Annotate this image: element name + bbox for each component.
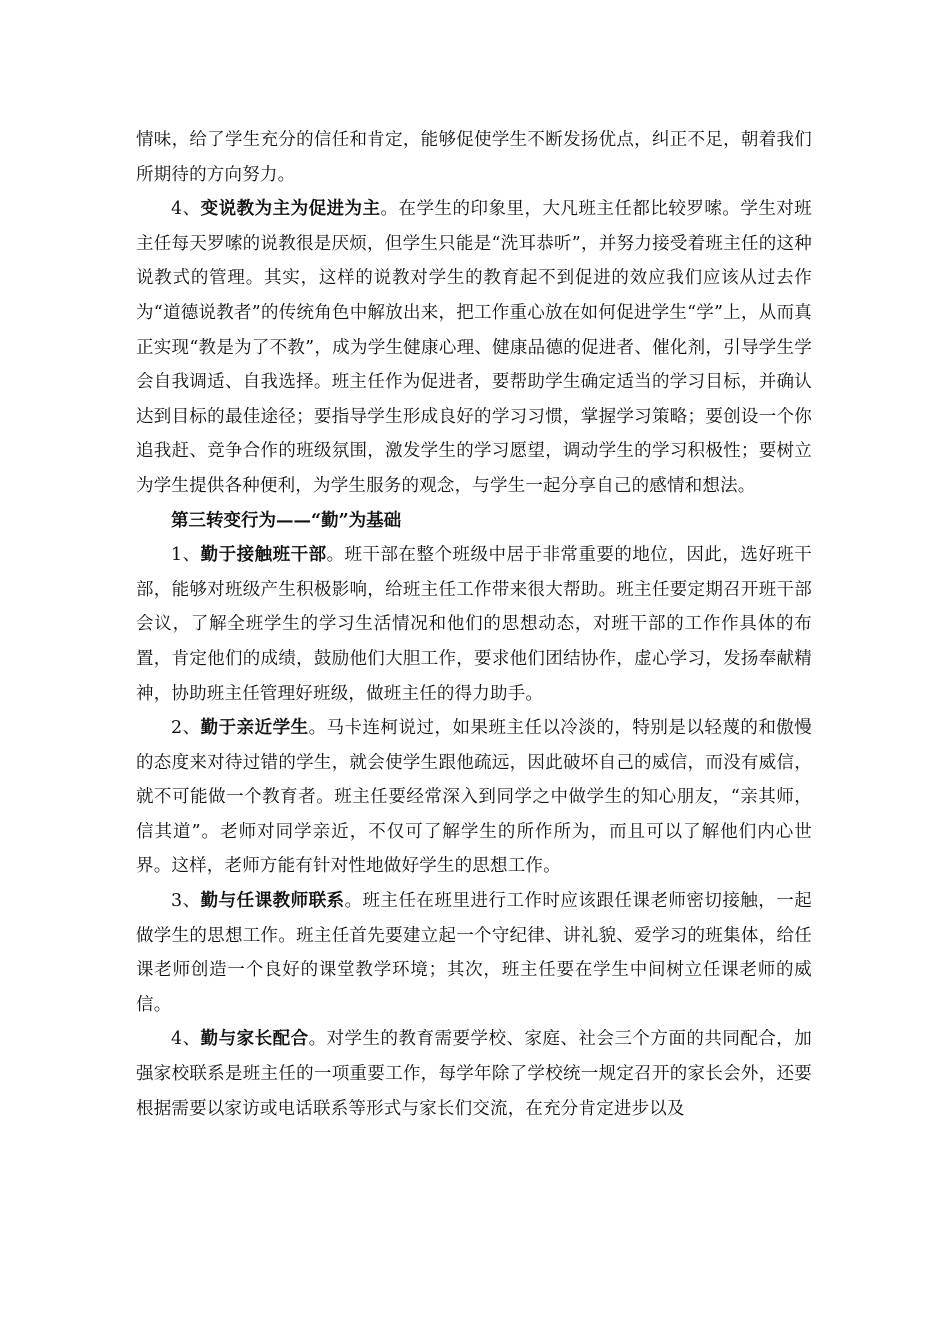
- paragraph-item-4-preach: [136, 192, 812, 503]
- item-number: 2、: [171, 718, 201, 739]
- item-number: 1、: [171, 545, 201, 566]
- paragraph-item-3-teachers: [136, 884, 812, 1022]
- paragraph-text: 。班主任在班里进行工作时应该跟任课老师密切接触，一起做学生的思想工作。班主任首先要建立起一个守纪律、讲礼貌、爱学习的班集体，给任课老师创造一个良好的课堂教学环境；其次，班主任要在学生中间树立任课老师的威信。: [136, 891, 812, 1015]
- item-heading: 勤于接触班干部: [200, 545, 327, 566]
- item-number: 4、: [171, 1029, 201, 1050]
- paragraph-item-1-class-cadres: [136, 538, 812, 711]
- paragraph-continuation: [136, 123, 812, 192]
- item-heading: 勤于亲近学生: [200, 718, 309, 739]
- paragraph-text: 。马卡连柯说过，如果班主任以冷淡的，特别是以轻蔑的和傲慢的态度来对待过错的学生，就会使学生跟他疏远，因此破坏自己的威信，而没有威信，就不可能做一个教育者。班主任要经常深入到同学之中做学生的知心朋友，“亲其师，信其道”。老师对同学亲近，不仅可了解学生的所作所为，而且可以了解他们内心世界。这样，老师方能有针对性地做好学生的思想工作。: [136, 718, 812, 877]
- item-heading: 勤与家长配合: [200, 1029, 309, 1050]
- item-number: 3、: [171, 891, 201, 912]
- section-heading: 第三转变行为——“勤”为基础: [171, 510, 402, 531]
- paragraph-text: 。班干部在整个班级中居于非常重要的地位，因此，选好班干部，能够对班级产生积极影响，给班主任工作带来很大帮助。班主任要定期召开班干部会议，了解全班学生的学习生活情况和他们的思想动态，对班干部的工作作具体的布置，肯定他们的成绩，鼓励他们大胆工作，要求他们团结协作，虚心学习，发扬奉献精神，协助班主任管理好班级，做班主任的得力助手。: [136, 545, 812, 704]
- paragraph-text: 情味，给了学生充分的信任和肯定，能够促使学生不断发扬优点，纠正不足，朝着我们所期待的方向努力。: [136, 130, 812, 185]
- paragraph-item-4-parents: [136, 1022, 812, 1126]
- item-heading: 勤与任课教师联系: [200, 891, 345, 912]
- item-heading: 变说教为主为促进为主: [200, 199, 381, 220]
- paragraph-text: 。对学生的教育需要学校、家庭、社会三个方面的共同配合，加强家校联系是班主任的一项重要工作，每学年除了学校统一规定召开的家长会外，还要根据需要以家访或电话联系等形式与家长们交流，在充分肯定进步以及: [136, 1029, 812, 1119]
- paragraph-text: 。在学生的印象里，大凡班主任都比较罗嗦。学生对班主任每天罗嗦的说教很是厌烦，但学生只能是“洗耳恭听”，并努力接受着班主任的这种说教式的管理。其实，这样的说教对学生的教育起不到促进的效应我们应该从过去作为“道德说教者”的传统角色中解放出来，把工作重心放在如何促进学生“学”上，从而真正实现“教是为了不教”，成为学生健康心理、健康品德的促进者、催化剂，引导学生学会自我调适、自我选择。班主任作为促进者，要帮助学生确定适当的学习目标，并确认达到目标的最佳途径；要指导学生形成良好的学习习惯，掌握学习策略；要创设一个你追我赶、竞争合作的班级氛围，激发学生的学习愿望，调动学生的学习积极性；要树立为学生提供各种便利，为学生服务的观念，与学生一起分享自己的感情和想法。: [136, 199, 812, 496]
- item-number: 4、: [171, 199, 201, 220]
- paragraph-item-2-students: [136, 711, 812, 884]
